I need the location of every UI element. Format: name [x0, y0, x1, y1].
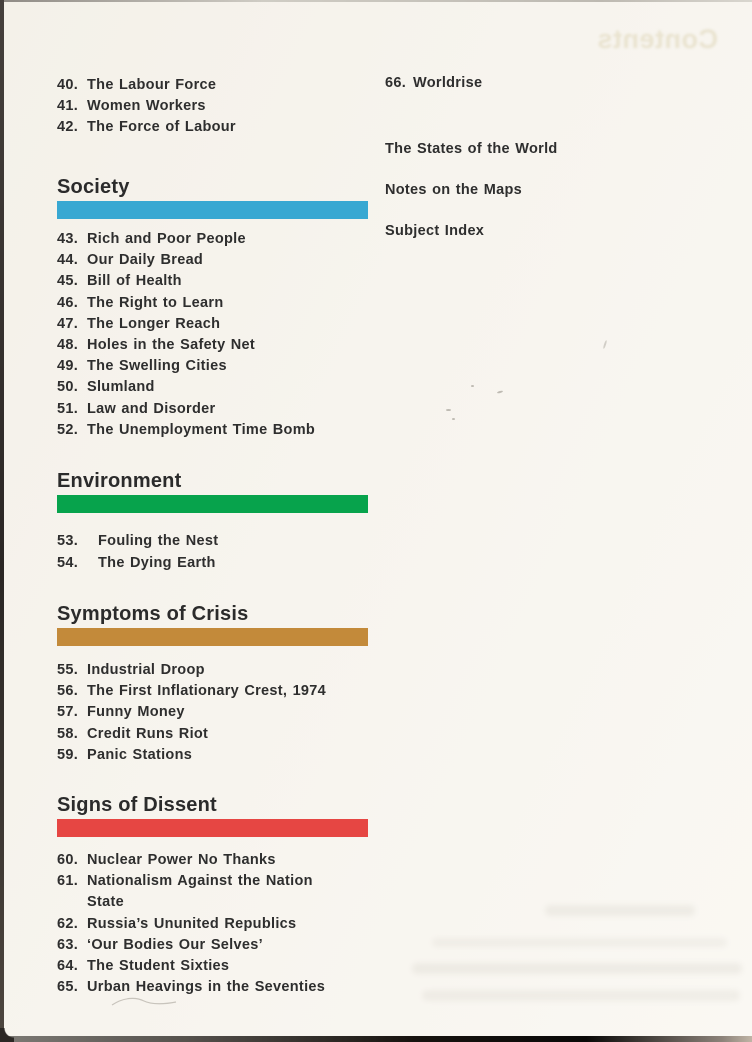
toc-entry — [57, 745, 368, 766]
scan-speck — [497, 390, 503, 393]
toc-entry — [57, 977, 368, 998]
section-heading: Environment — [57, 470, 182, 492]
entry-title: The First Inflationary Crest, 1974 — [87, 683, 327, 700]
section-entry-list — [57, 531, 368, 575]
toc-entry — [57, 75, 236, 96]
section-heading: Society — [57, 176, 130, 198]
bleed-through-smudge — [545, 905, 695, 916]
toc-entry — [57, 335, 368, 356]
entry-title: Women Workers — [87, 98, 206, 115]
toc-entry — [57, 356, 368, 377]
toc-entry — [57, 229, 368, 250]
scan-speck — [471, 385, 474, 387]
entry-number: 46. — [57, 294, 79, 311]
bleed-through-smudge — [412, 963, 742, 974]
toc-entry — [57, 660, 368, 681]
entry-title: ‘Our Bodies Our Selves’ — [87, 936, 263, 953]
section-entry-list — [57, 660, 368, 766]
scan-speck — [452, 418, 455, 420]
entry-number: 55. — [57, 662, 79, 678]
toc-entry — [385, 75, 482, 91]
page-corner-bottom-left — [0, 1028, 14, 1042]
toc-entry — [57, 850, 368, 871]
entry-title: The Labour Force — [87, 77, 217, 93]
entry-number: 49. — [57, 358, 79, 375]
toc-entry — [57, 420, 368, 441]
toc-entry — [57, 96, 236, 117]
scan-speck — [603, 340, 608, 349]
entry-title: Funny Money — [87, 704, 185, 721]
pencil-squiggle — [110, 995, 180, 1009]
entry-title: Law and Disorder — [87, 400, 216, 417]
entry-number: 58. — [57, 725, 79, 742]
intro-entry-list — [57, 75, 236, 139]
section-color-bar — [57, 628, 368, 646]
page-edge-left — [0, 0, 4, 1042]
section-heading: Signs of Dissent — [57, 794, 217, 816]
entry-title: Rich and Poor People — [87, 231, 246, 247]
entry-title: The Force of Labour — [87, 119, 236, 136]
entry-title: Industrial Droop — [87, 662, 205, 678]
entry-title: The Swelling Cities — [87, 358, 227, 375]
entry-number: 66. — [385, 75, 407, 91]
entry-number: 64. — [57, 958, 79, 975]
entry-number: 65. — [57, 979, 79, 996]
entry-number: 50. — [57, 379, 79, 396]
section-entry-list — [57, 229, 368, 441]
section-society — [57, 176, 368, 441]
entry-title: Urban Heavings in the Seventies — [87, 979, 326, 996]
section-color-bar — [57, 201, 368, 219]
entry-title: The Right to Learn — [87, 294, 224, 311]
entry-number: 57. — [57, 704, 79, 721]
section-environment — [57, 470, 368, 575]
bleed-through-smudge — [432, 938, 727, 947]
scan-speck — [446, 409, 451, 411]
entry-number: 43. — [57, 231, 79, 247]
toc-entry — [57, 314, 368, 335]
entry-title: Fouling the Nest — [98, 533, 219, 549]
entry-title: The Unemployment Time Bomb — [87, 421, 316, 438]
entry-number: 56. — [57, 683, 79, 700]
backmatter-entry-states-of-the-world: The States of the World — [385, 141, 558, 157]
entry-title: The Student Sixties — [87, 958, 230, 975]
entry-title-line1: Nationalism Against the Nation — [87, 873, 313, 890]
entry-title — [87, 871, 368, 913]
entry-number: 42. — [57, 119, 79, 136]
toc-entry — [57, 117, 236, 138]
entry-title: The Dying Earth — [98, 554, 216, 571]
entry-number: 44. — [57, 252, 79, 269]
section-color-bar — [57, 495, 368, 513]
toc-entry — [57, 935, 368, 956]
entry-number: 60. — [57, 852, 79, 868]
entry-number: 41. — [57, 98, 79, 115]
section-color-bar — [57, 819, 368, 837]
entry-title: Holes in the Safety Net — [87, 337, 256, 354]
toc-entry — [57, 724, 368, 745]
entry-title: Panic Stations — [87, 746, 193, 763]
entry-title: Slumland — [87, 379, 155, 396]
page-edge-top — [0, 0, 752, 2]
toc-entry — [57, 914, 368, 935]
toc-entry — [57, 956, 368, 977]
entry-number: 63. — [57, 936, 79, 953]
page-edge-bottom — [0, 1036, 752, 1042]
toc-entry — [57, 871, 368, 913]
entry-number: 51. — [57, 400, 79, 417]
toc-entry — [57, 377, 368, 398]
entry-number: 52. — [57, 421, 79, 438]
toc-entry — [57, 293, 368, 314]
backmatter-entry-notes-on-the-maps: Notes on the Maps — [385, 182, 522, 198]
toc-entry — [57, 531, 368, 553]
toc-entry — [57, 702, 368, 723]
entry-number: 47. — [57, 315, 79, 332]
section-heading: Symptoms of Crisis — [57, 603, 249, 625]
entry-title: Credit Runs Riot — [87, 725, 209, 742]
toc-entry — [57, 271, 368, 292]
toc-entry — [57, 250, 368, 271]
entry-number: 62. — [57, 915, 79, 932]
toc-entry — [57, 553, 368, 575]
entry-title: Our Daily Bread — [87, 252, 204, 269]
entry-number: 53. — [57, 533, 79, 549]
bleed-through-title: Contents — [597, 24, 718, 54]
section-entry-list — [57, 850, 368, 998]
entry-number: 54. — [57, 554, 79, 571]
entry-title: Bill of Health — [87, 273, 182, 290]
entry-number: 48. — [57, 337, 79, 354]
entry-title: The Longer Reach — [87, 315, 221, 332]
entry-title: Worldrise — [413, 75, 483, 91]
toc-entry — [57, 681, 368, 702]
entry-number: 45. — [57, 273, 79, 290]
toc-entry — [57, 399, 368, 420]
section-symptoms-of-crisis — [57, 603, 368, 766]
bleed-through-smudge — [422, 990, 740, 1001]
entry-number: 59. — [57, 746, 79, 763]
backmatter-entry-subject-index: Subject Index — [385, 223, 485, 239]
entry-number: 40. — [57, 77, 79, 93]
entry-title: Nuclear Power No Thanks — [87, 852, 276, 868]
entry-number: 61. — [57, 873, 79, 890]
entry-title-line2: State — [87, 894, 124, 911]
entry-title: Russia’s Ununited Republics — [87, 915, 297, 932]
section-signs-of-dissent — [57, 794, 368, 998]
